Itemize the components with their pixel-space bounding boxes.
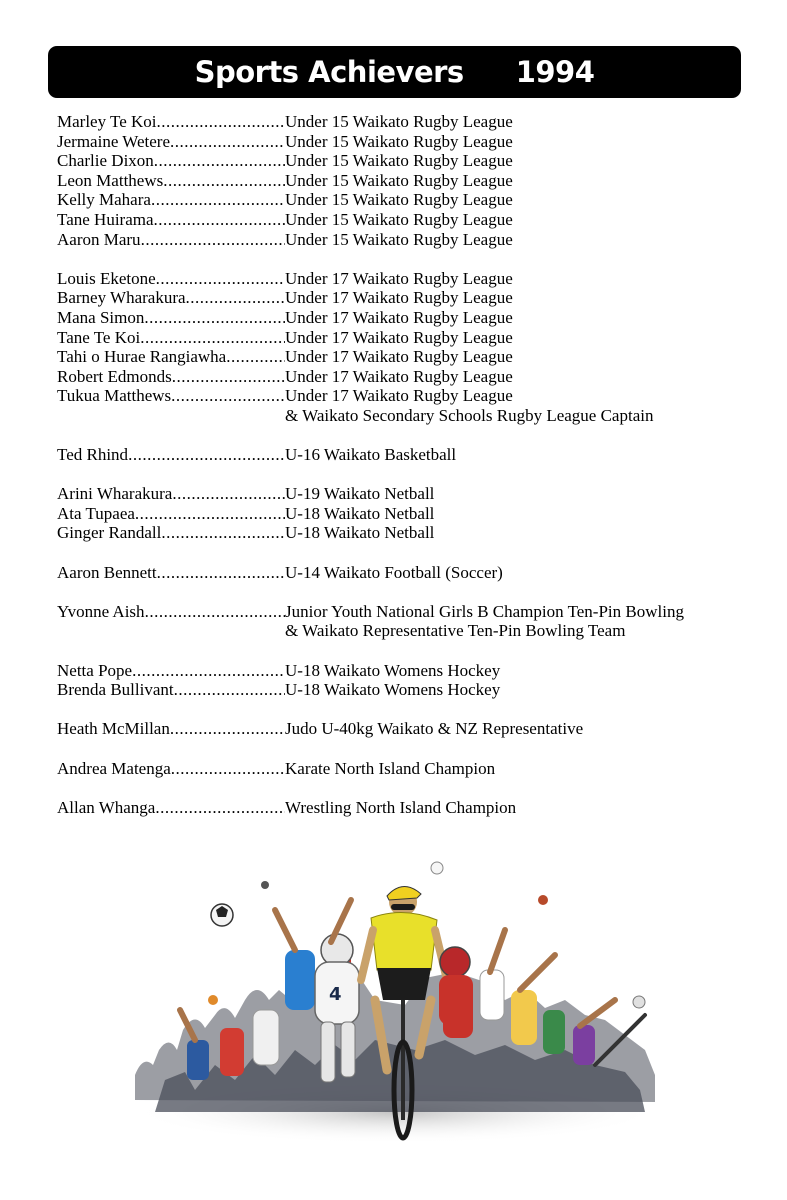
group-spacer (57, 778, 757, 798)
achiever-row (57, 504, 757, 524)
dot-leader (135, 504, 285, 524)
achiever-name-cell (57, 210, 285, 230)
achiever-name: Brenda Bullivant (57, 680, 174, 700)
achiever-name-cell (57, 445, 285, 465)
dot-leader (186, 288, 285, 308)
achiever-name-cell (57, 347, 285, 367)
achiever-row (57, 328, 757, 348)
achiever-row (57, 445, 757, 465)
achiever-name: Aaron Maru (57, 229, 141, 249)
dot-leader (132, 661, 285, 681)
achiever-name: Yvonne Aish (57, 601, 145, 621)
achiever-name: Tane Te Koi (57, 327, 141, 347)
achiever-name-cell (57, 230, 285, 250)
achievement-text: U-18 Waikato Netball (285, 503, 435, 523)
achievement-text: Wrestling North Island Champion (285, 797, 517, 817)
achiever-row (57, 386, 757, 406)
achiever-name: Kelly Mahara (57, 190, 151, 210)
achiever-name: Ted Rhind (57, 445, 129, 465)
achiever-name: Charlie Dixon (57, 151, 154, 171)
dot-leader (155, 798, 285, 818)
achiever-name-cell (57, 288, 285, 308)
achiever-name: Heath McMillan (57, 719, 170, 739)
achiever-name-cell (57, 602, 285, 622)
achievement-text: Under 15 Waikato Rugby League (285, 209, 513, 229)
achiever-name: Ginger Randall (57, 523, 162, 543)
dot-leader (170, 719, 285, 739)
achievement-text: Under 15 Waikato Rugby League (285, 112, 513, 131)
achievement-text: Judo U-40kg Waikato & NZ Representative (285, 719, 584, 739)
achiever-row (57, 288, 757, 308)
dot-leader (226, 347, 285, 367)
achiever-row (57, 798, 757, 818)
achiever-name-cell (57, 759, 285, 779)
achievement-text: Under 17 Waikato Rugby League (285, 268, 513, 288)
achiever-row (57, 602, 757, 622)
achiever-name-cell (57, 151, 285, 171)
achievement-text: U-14 Waikato Football (Soccer) (285, 562, 503, 582)
achievement-text: Junior Youth National Girls B Champion Ten-Pin Bowling (285, 601, 684, 621)
achievement-text: Under 17 Waikato Rugby League (285, 288, 513, 308)
achiever-row (57, 151, 757, 171)
dot-leader (171, 759, 285, 779)
title-banner (48, 46, 741, 98)
dot-leader (156, 269, 285, 289)
achievement-text: Karate North Island Champion (285, 758, 496, 778)
achiever-name: Barney Wharakura (57, 288, 186, 308)
achievement-text: Under 15 Waikato Rugby League (285, 151, 513, 171)
achievement-continuation: & Waikato Secondary Schools Rugby League Captain (285, 405, 654, 425)
achiever-name: Marley Te Koi (57, 112, 157, 131)
achiever-name-cell (57, 269, 285, 289)
football-player (439, 947, 473, 1025)
achiever-name-cell (57, 680, 285, 700)
dot-leader (154, 210, 285, 230)
achievement-text: U-18 Waikato Womens Hockey (285, 660, 501, 680)
achiever-row (57, 210, 757, 230)
achiever-row (57, 308, 757, 328)
achievement-text: Under 15 Waikato Rugby League (285, 190, 513, 210)
dot-leader (170, 132, 285, 152)
achiever-name: Netta Pope (57, 660, 133, 680)
achievement-text: U-16 Waikato Basketball (285, 445, 457, 465)
achiever-name-cell (57, 484, 285, 504)
achievers-list (57, 112, 757, 817)
achiever-name: Robert Edmonds (57, 366, 172, 386)
achiever-row (57, 523, 757, 543)
achiever-name-cell (57, 523, 285, 543)
achiever-row (57, 563, 757, 583)
achievement-text: U-19 Waikato Netball (285, 484, 435, 504)
multi-sport-athletes-collage-icon (125, 850, 663, 1152)
achiever-name-cell (57, 171, 285, 191)
dot-leader (157, 563, 285, 583)
dot-leader (172, 367, 285, 387)
group-spacer (57, 700, 757, 720)
achiever-row (57, 680, 757, 700)
dot-leader (161, 523, 285, 543)
achiever-row (57, 230, 757, 250)
group-spacer (57, 739, 757, 759)
group-spacer (57, 426, 757, 446)
achiever-row (57, 269, 757, 289)
achiever-name: Tane Huirama (57, 209, 154, 229)
achievement-text: Under 17 Waikato Rugby League (285, 366, 513, 386)
achiever-name-cell (57, 367, 285, 387)
svg-text:4: 4 (329, 984, 342, 1005)
group-spacer (57, 582, 757, 602)
achiever-row (57, 661, 757, 681)
dot-leader (154, 151, 285, 171)
achiever-name: Mana Simon (57, 307, 145, 327)
achievement-continuation: & Waikato Representative Ten-Pin Bowling Team (285, 621, 626, 641)
achiever-name: Jermaine Wetere (57, 131, 171, 151)
dot-leader (128, 445, 285, 465)
group-spacer (57, 249, 757, 269)
achiever-row (57, 132, 757, 152)
group-spacer (57, 543, 757, 563)
achiever-name-cell (57, 798, 285, 818)
achiever-name-cell (57, 112, 285, 132)
achiever-name: Tahi o Hurae Rangiawha (57, 347, 227, 367)
achiever-name: Arini Wharakura (57, 484, 173, 504)
achiever-name: Allan Whanga (57, 797, 156, 817)
dot-leader (163, 171, 285, 191)
achiever-name-cell (57, 386, 285, 406)
achiever-name-cell (57, 308, 285, 328)
dot-leader (145, 602, 285, 622)
achievement-text: Under 15 Waikato Rugby League (285, 131, 513, 151)
achievement-text: U-18 Waikato Netball (285, 523, 435, 543)
achiever-name-cell (57, 328, 285, 348)
achiever-name-cell (57, 719, 285, 739)
achiever-name-cell (57, 132, 285, 152)
dot-leader (141, 230, 285, 250)
achievement-text: Under 17 Waikato Rugby League (285, 386, 513, 406)
achievement-text: Under 17 Waikato Rugby League (285, 327, 513, 347)
achiever-row (57, 367, 757, 387)
achievement-text: Under 17 Waikato Rugby League (285, 347, 513, 367)
dot-leader (171, 386, 285, 406)
achiever-name: Andrea Matenga (57, 758, 171, 778)
achiever-row (57, 347, 757, 367)
achiever-name-cell (57, 504, 285, 524)
achiever-name: Ata Tupaea (57, 503, 135, 523)
achievement-text: U-18 Waikato Womens Hockey (285, 680, 501, 700)
achiever-name: Aaron Bennett (57, 562, 157, 582)
dot-leader (140, 328, 285, 348)
achiever-name: Tukua Matthews (57, 386, 172, 406)
achiever-row (57, 112, 757, 132)
achiever-row (57, 190, 757, 210)
group-spacer (57, 465, 757, 485)
dot-leader (144, 308, 285, 328)
achiever-name: Louis Eketone (57, 268, 156, 288)
page-title: Sports Achievers (194, 55, 464, 89)
achiever-name-cell (57, 190, 285, 210)
achiever-row (57, 759, 757, 779)
dot-leader (151, 190, 285, 210)
page-year: 1994 (515, 55, 595, 89)
group-spacer (57, 641, 757, 661)
achiever-row (57, 719, 757, 739)
dot-leader (157, 112, 285, 132)
dot-leader (172, 484, 285, 504)
achievement-text: Under 15 Waikato Rugby League (285, 229, 513, 249)
achievement-text: Under 17 Waikato Rugby League (285, 307, 513, 327)
achiever-row (57, 484, 757, 504)
achiever-name-cell (57, 563, 285, 583)
achievement-text: Under 15 Waikato Rugby League (285, 170, 513, 190)
achiever-name: Leon Matthews (57, 170, 164, 190)
dot-leader (174, 680, 285, 700)
achiever-name-cell (57, 661, 285, 681)
achiever-row (57, 171, 757, 191)
